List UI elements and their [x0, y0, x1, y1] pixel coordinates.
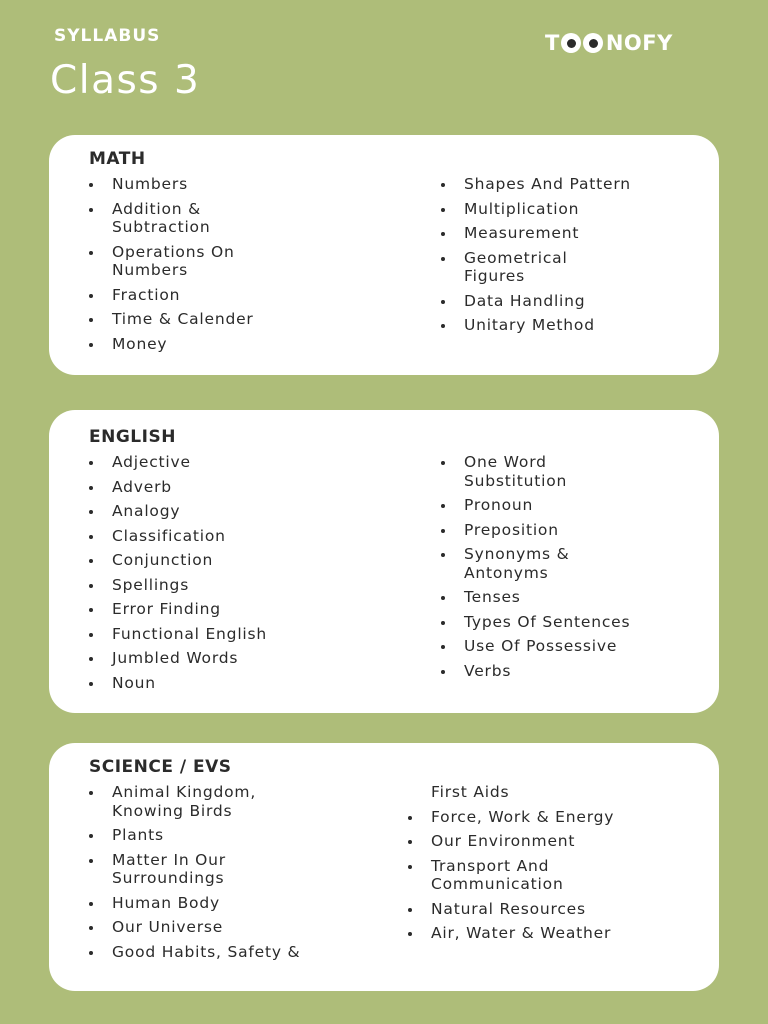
list-item-continuation: First Aids: [431, 783, 510, 801]
list-item: Synonyms & Antonyms: [438, 545, 698, 582]
list-item: Verbs: [438, 662, 698, 681]
science-card: [49, 743, 719, 991]
list-item: Classification: [86, 527, 386, 546]
list-item: Matter In Our Surroundings: [86, 851, 386, 888]
list-item: Money: [86, 335, 386, 354]
list-item: Types Of Sentences: [438, 613, 698, 632]
list-item: Noun: [86, 674, 386, 693]
list-item: Data Handling: [438, 292, 698, 311]
list-item: Fraction: [86, 286, 386, 305]
list-item: Natural Resources: [405, 900, 695, 919]
logo-eye-icon: [561, 33, 581, 53]
list-item: Addition & Subtraction: [86, 200, 386, 237]
list-item: Jumbled Words: [86, 649, 386, 668]
science-list-right: [405, 783, 695, 949]
list-item: Good Habits, Safety &: [86, 943, 386, 962]
math-list-right: [438, 175, 698, 341]
list-item: Animal Kingdom, Knowing Birds: [86, 783, 386, 820]
logo-letter-t: T: [545, 31, 560, 55]
math-list-left: [86, 175, 386, 359]
list-item: Geometrical Figures: [438, 249, 698, 286]
list-item: Air, Water & Weather: [405, 924, 695, 943]
list-item: Our Universe: [86, 918, 386, 937]
list-item: Adjective: [86, 453, 386, 472]
list-item: Multiplication: [438, 200, 698, 219]
science-list-left: [86, 783, 386, 967]
list-item: Numbers: [86, 175, 386, 194]
science-title: SCIENCE / EVS: [89, 757, 232, 777]
english-title: ENGLISH: [89, 427, 176, 447]
list-item: Error Finding: [86, 600, 386, 619]
list-item: Preposition: [438, 521, 698, 540]
list-item: Shapes And Pattern: [438, 175, 698, 194]
list-item: Adverb: [86, 478, 386, 497]
list-item: Functional English: [86, 625, 386, 644]
list-item: Plants: [86, 826, 386, 845]
math-title: MATH: [89, 149, 146, 169]
list-item: Spellings: [86, 576, 386, 595]
page-title: Class 3: [50, 58, 201, 103]
math-card: [49, 135, 719, 375]
list-item: Our Environment: [405, 832, 695, 851]
english-list-right: [438, 453, 698, 686]
list-item: Transport And Communication: [405, 857, 695, 894]
list-item: Use Of Possessive: [438, 637, 698, 656]
list-item: Operations On Numbers: [86, 243, 386, 280]
list-item: Human Body: [86, 894, 386, 913]
header-subtitle: SYLLABUS: [54, 26, 161, 46]
logo-eye-icon: [583, 33, 603, 53]
list-item: Time & Calender: [86, 310, 386, 329]
list-item: Unitary Method: [438, 316, 698, 335]
list-item: Measurement: [438, 224, 698, 243]
logo-letters: NOFY: [605, 31, 673, 55]
list-item: Pronoun: [438, 496, 698, 515]
english-card: [49, 410, 719, 713]
list-item: One Word Substitution: [438, 453, 698, 490]
english-list-left: [86, 453, 386, 698]
list-item: Conjunction: [86, 551, 386, 570]
list-item: Tenses: [438, 588, 698, 607]
brand-logo: [545, 28, 715, 58]
list-item: Force, Work & Energy: [405, 808, 695, 827]
list-item: Analogy: [86, 502, 386, 521]
